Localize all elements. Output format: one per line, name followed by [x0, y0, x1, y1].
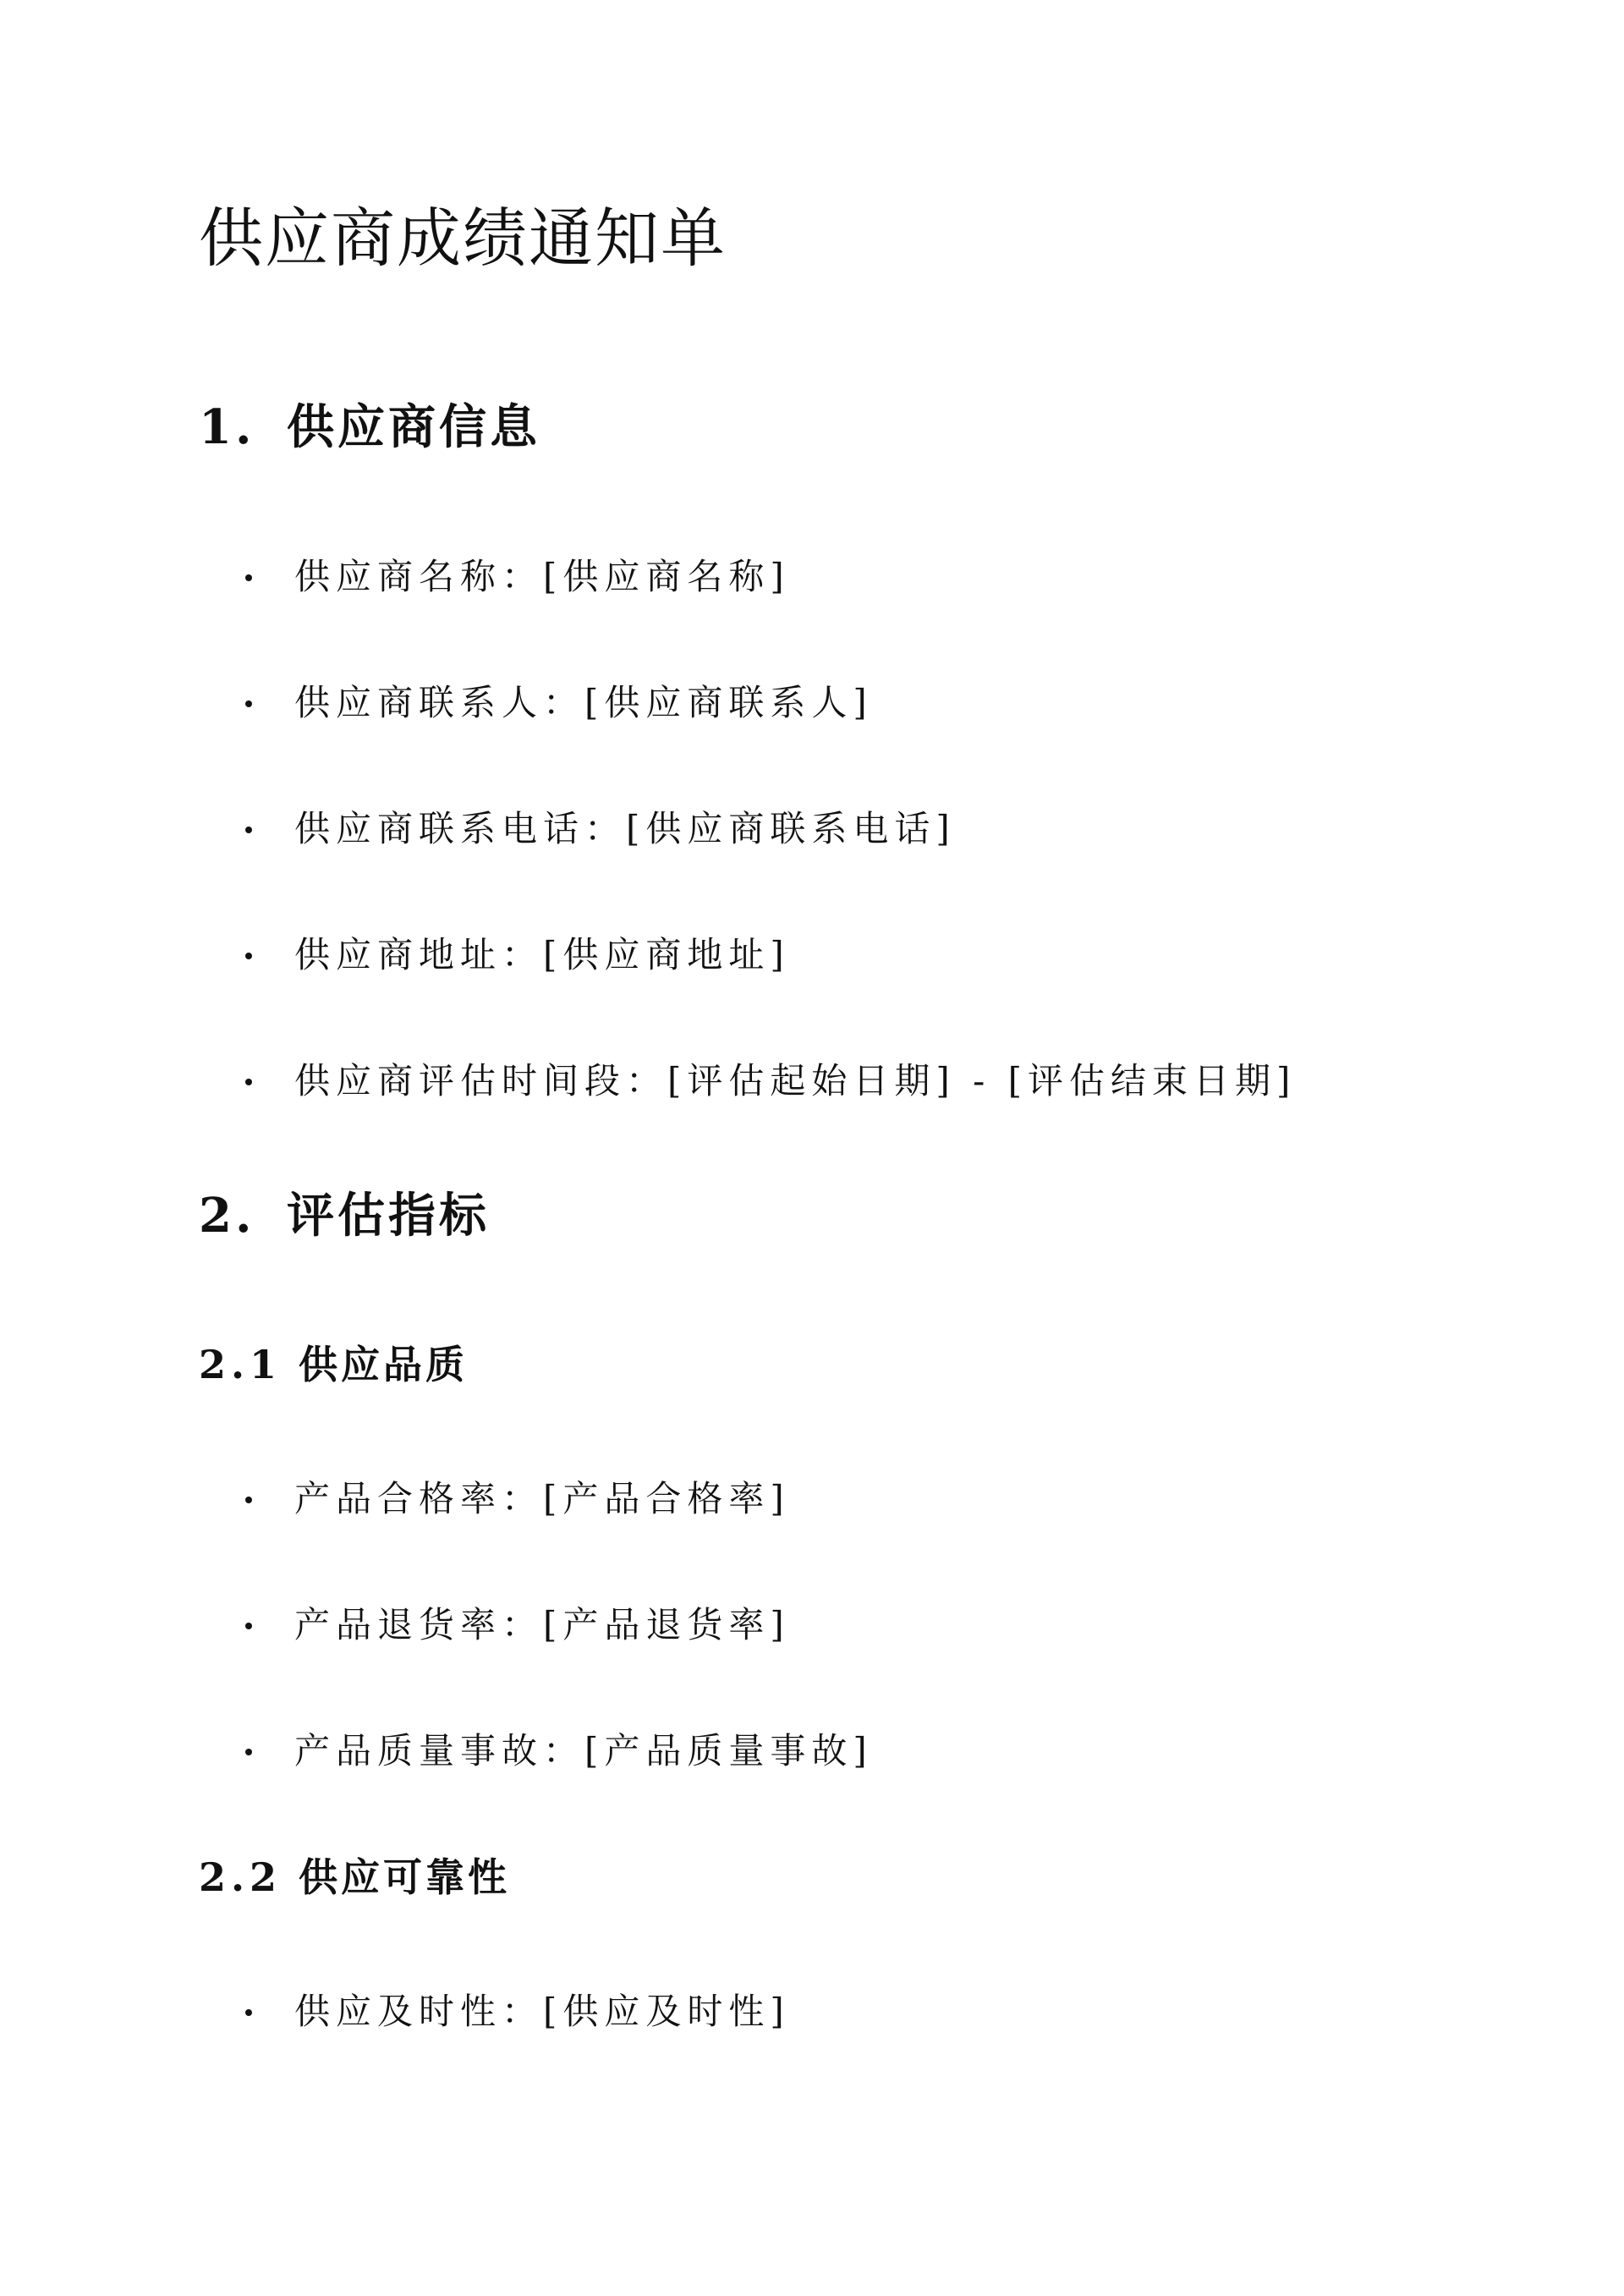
bullet-icon — [245, 2009, 252, 2016]
subsection-title: 供应可靠性 — [299, 1854, 510, 1900]
bullet-icon — [245, 953, 252, 959]
bullet-icon — [245, 1623, 252, 1629]
list-item-text: 供应商地址：[供应商地址] — [294, 934, 790, 975]
bullet-icon — [245, 827, 252, 833]
list-item-supplier-contact — [245, 678, 873, 728]
list-item-supplier-name — [245, 552, 790, 602]
list-item-on-time-delivery — [245, 1986, 790, 2037]
section-heading-supplier-info — [199, 393, 540, 461]
list-item-text: 供应商联系电话：[供应商联系电话] — [294, 808, 956, 849]
subsection-number: 2.2 — [199, 1854, 283, 1900]
section-heading-evaluation-metrics — [199, 1182, 490, 1250]
section-number: 2. — [199, 1188, 255, 1244]
list-item-text: 产品退货率：[产品退货率] — [294, 1604, 790, 1645]
list-item-pass-rate — [245, 1474, 790, 1524]
bullet-icon — [245, 574, 252, 581]
list-item-text: 产品合格率：[产品合格率] — [294, 1478, 790, 1519]
bullet-icon — [245, 1497, 252, 1503]
list-item-return-rate — [245, 1600, 790, 1651]
subsection-heading-supply-quality — [199, 1335, 468, 1394]
section-title: 评估指标 — [287, 1188, 490, 1244]
section-title: 供应商信息 — [287, 399, 540, 455]
subsection-title: 供应品质 — [299, 1342, 468, 1387]
list-item-text: 供应商评估时间段：[评估起始日期] - [评估结束日期] — [294, 1060, 1297, 1101]
list-item-text: 产品质量事故：[产品质量事故] — [294, 1730, 873, 1771]
list-item-quality-incidents — [245, 1726, 873, 1777]
list-item-supplier-address — [245, 930, 790, 980]
document-title: 供应商成绩通知单 — [199, 200, 727, 276]
list-item-text: 供应商联系人：[供应商联系人] — [294, 682, 873, 723]
list-item-evaluation-period — [245, 1056, 1296, 1107]
list-item-text: 供应商名称：[供应商名称] — [294, 556, 790, 597]
bullet-icon — [245, 1749, 252, 1755]
list-item-supplier-phone — [245, 804, 956, 854]
bullet-icon — [245, 1079, 252, 1085]
subsection-heading-supply-reliability — [199, 1848, 510, 1907]
bullet-icon — [245, 700, 252, 707]
list-item-text: 供应及时性：[供应及时性] — [294, 1991, 790, 2032]
section-number: 1. — [199, 399, 255, 455]
subsection-number: 2.1 — [199, 1342, 283, 1387]
